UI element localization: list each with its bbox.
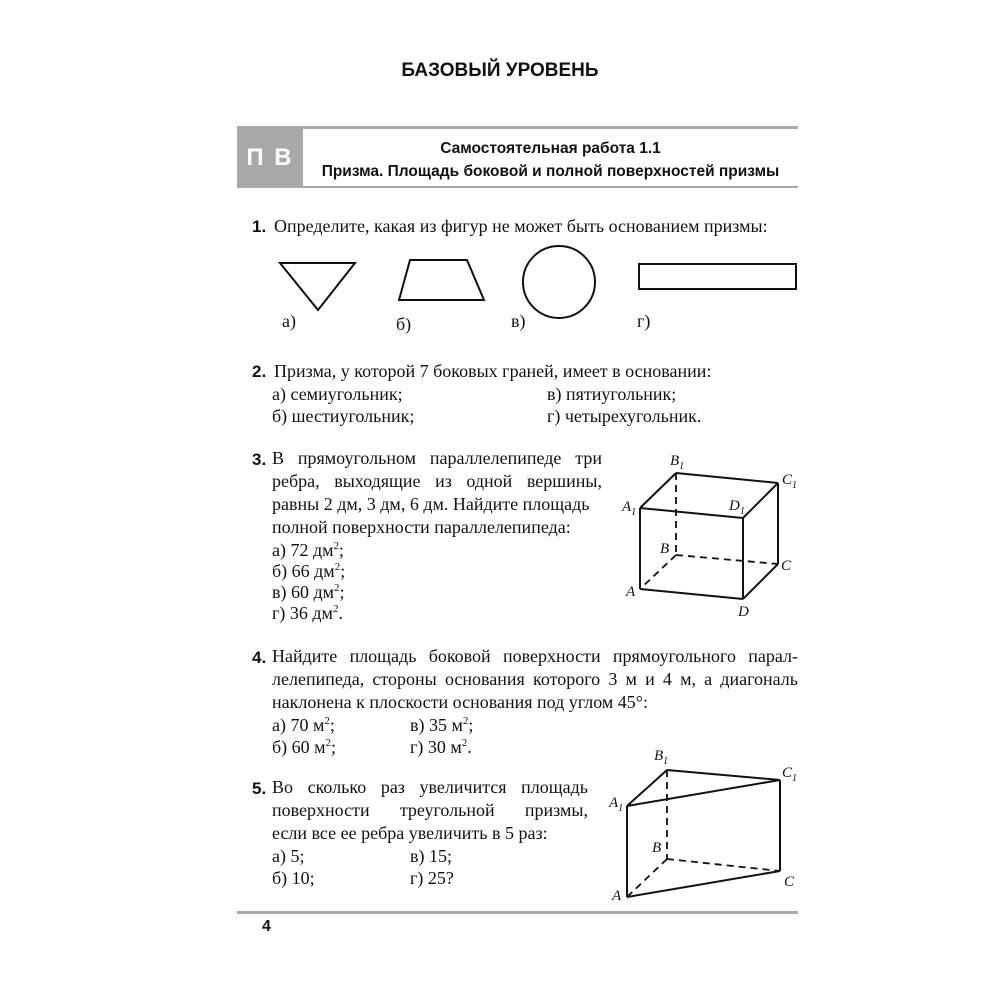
q4-line-2: лелепипеда, стороны основания которого 3 м и 4 м, а диагональ xyxy=(272,669,798,689)
q1-number: 1. xyxy=(252,217,267,236)
q2-option-g: г) четырехугольник. xyxy=(547,406,702,426)
q4-option-a: а) 70 $м^2$; xyxy=(272,715,335,735)
work-topic: Призма. Площадь боковой и полной поверхностей призмы xyxy=(321,163,780,180)
q1-text: Определите, какая из фигур не может быть основанием призмы: xyxy=(274,216,768,236)
q1-label-g: г) xyxy=(637,311,651,331)
box-label-a1: $A_1$ xyxy=(622,499,637,518)
q2-option-a: а) семиугольник; xyxy=(272,384,403,404)
q4-option-b: б) 60 $м^2$; xyxy=(272,737,337,757)
q3-line-2: ребра, выходящие из одной вершины, xyxy=(272,471,602,491)
box-label-b: B xyxy=(660,541,670,557)
box-label-d1: $D_1$ xyxy=(729,498,745,517)
q2-number: 2. xyxy=(252,362,267,381)
q3-line-1: В прямоугольном параллелепипеде три xyxy=(272,448,602,468)
level-heading: БАЗОВЫЙ УРОВЕНЬ xyxy=(401,60,599,81)
q3-line-4: полной поверхности параллелепипеда: xyxy=(272,517,571,537)
q3-option-g: г) 36 $дм^2$. xyxy=(272,603,343,623)
q3-number: 3. xyxy=(252,450,267,469)
q5-line-3: если все ее ребра увеличить в 5 раз: xyxy=(272,823,548,843)
q3-option-a: а) 72 $дм^2$; xyxy=(272,540,345,560)
q5-option-a: а) 5; xyxy=(272,846,305,866)
q2-option-b: б) шестиугольник; xyxy=(272,406,415,426)
q5-option-g: г) 25? xyxy=(410,868,454,888)
prism-label-b: B xyxy=(652,840,662,856)
q5-option-v: в) 15; xyxy=(410,846,452,866)
q2-option-v: в) пятиугольник; xyxy=(547,384,677,404)
q1-label-v: в) xyxy=(511,311,526,331)
prism-label-a: A xyxy=(612,888,622,904)
footer-rule xyxy=(237,911,798,914)
q4-line-1: Найдите площадь боковой поверхности прямоугольного парал- xyxy=(272,646,798,666)
q2-text: Призма, у которой 7 боковых граней, имеет в основании: xyxy=(274,361,712,381)
prism-label-a1: $A_1$ xyxy=(609,795,624,814)
section-badge: П В xyxy=(237,128,303,188)
q4-line-3: наклонена к плоскости основания под углом 45°: xyxy=(272,692,648,712)
box-label-c1: $C_1$ xyxy=(782,472,798,491)
q1-label-b: б) xyxy=(396,314,412,334)
q3-option-v: в) 60 $дм^2$; xyxy=(272,582,345,602)
box-label-d: D xyxy=(738,604,749,620)
prism-label-c: C xyxy=(784,874,795,890)
q5-number: 5. xyxy=(252,779,267,798)
q3-line-3: равны 2 дм, 3 дм, 6 дм. Найдите площадь xyxy=(272,494,590,514)
prism-label-b1: $B_1$ xyxy=(654,748,669,767)
q4-option-g: г) 30 $м^2$. xyxy=(410,737,472,757)
box-label-c: C xyxy=(781,558,792,574)
box-label-a: A xyxy=(626,584,636,600)
q3-option-b: б) 66 $дм^2$; xyxy=(272,561,346,581)
q4-number: 4. xyxy=(252,648,267,667)
prism-label-c1: $C_1$ xyxy=(782,765,798,784)
q4-option-v: в) 35 $м^2$; xyxy=(410,715,474,735)
q1-label-a: а) xyxy=(282,311,296,331)
box-label-b1: $B_1$ xyxy=(670,453,685,472)
q5-line-2: поверхности треугольной призмы, xyxy=(272,800,588,820)
q5-line-1: Во сколько раз увеличится площадь xyxy=(272,777,588,797)
q5-option-b: б) 10; xyxy=(272,868,315,888)
work-title: Самостоятельная работа 1.1 xyxy=(440,140,661,157)
page-number: 4 xyxy=(262,918,271,935)
